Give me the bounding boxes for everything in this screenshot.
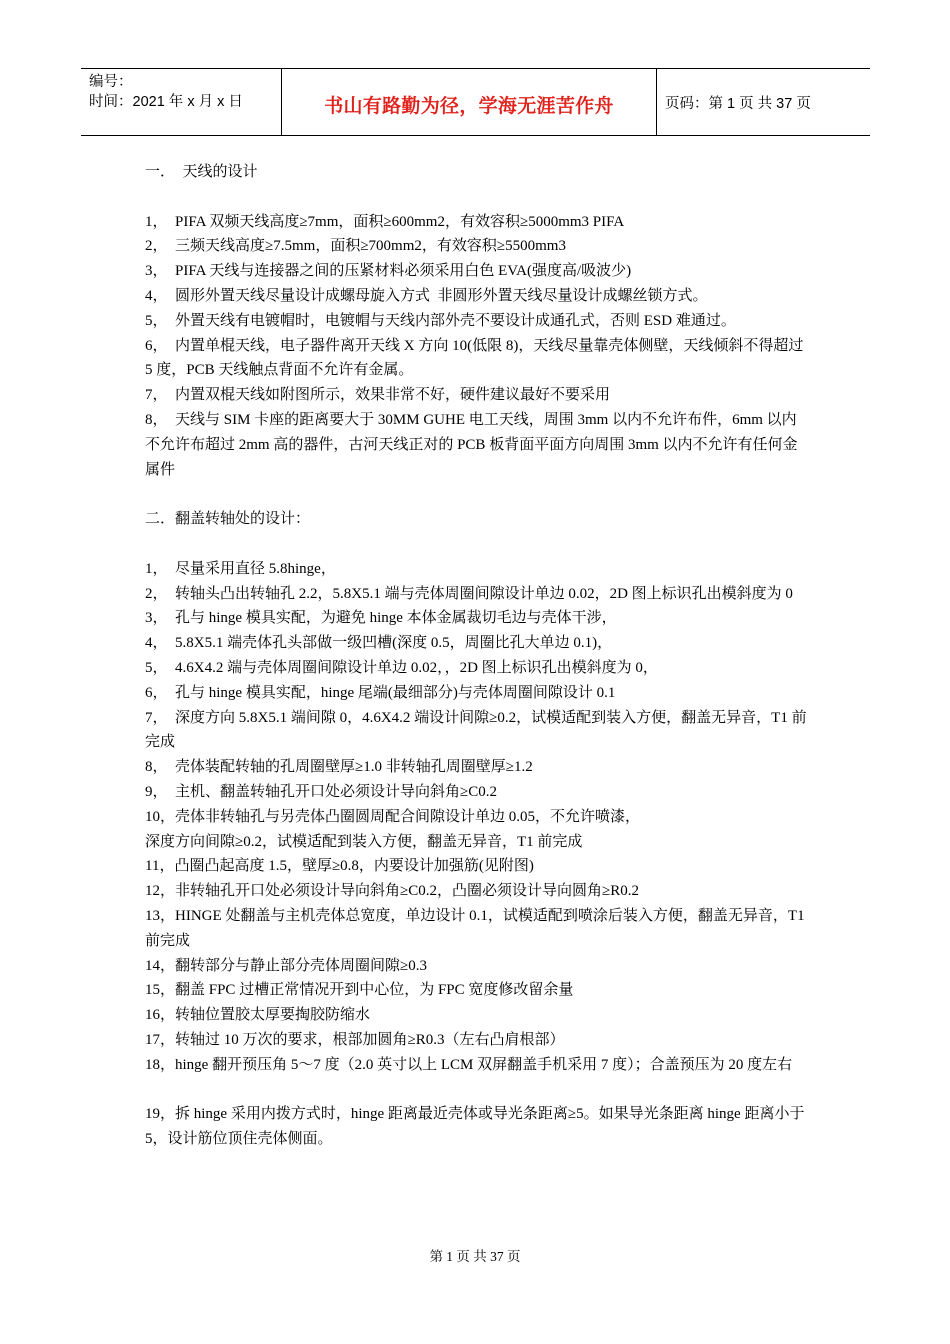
spacer	[145, 1077, 807, 1102]
list-item: 11，凸圈凸起高度 1.5，壁厚≥0.8，内要设计加强筋(见附图)	[145, 858, 534, 875]
header-meta-cell	[81, 69, 281, 135]
list-item-19: 19，拆 hinge 采用内拨方式时，hinge 距离最近壳体或导光条距离≥5。如果导光条距离 hinge 距离小于 5，设计筋位顶住壳体侧面。	[145, 1106, 809, 1148]
list-item: 4， 5.8X5.1 端壳体孔头部做一级凹槽(深度 0.5，周圈比孔大单边 0.1)，	[145, 635, 613, 652]
list-item: 15，翻盖 FPC 过槽正常情况开到中心位，为 FPC 宽度修改留余量	[145, 982, 574, 999]
section-1-title: 一． 天线的设计	[145, 164, 258, 180]
list-item: 12，非转轴孔开口处必须设计导向斜角≥C0.2，凸圈必须设计导向圆角≥R0.2	[145, 883, 639, 900]
spacer	[145, 185, 807, 210]
list-item: 1， 尽量采用直径 5.8hinge，	[145, 560, 336, 577]
list-item: 深度方向间隙≥0.2，试模适配到装入方便，翻盖无异音，T1 前完成	[145, 833, 583, 850]
list-item: 2， 三频天线高度≥7.5mm，面积≥700mm2，有效容积≥5500mm3	[145, 238, 566, 255]
list-item: 7， 深度方向 5.8X5.1 端间隙 0，4.6X4.2 端设计间隙≥0.2，试模适配到装入方便，翻盖无异音，T1 前完成	[145, 709, 807, 751]
list-item: 10，壳体非转轴孔与另壳体凸圈圆周配合间隙设计单边 0.05，不允许喷漆，	[145, 808, 641, 825]
header-motto: 书山有路勤为径，学海无涯苦作舟	[324, 94, 614, 117]
list-item: 6， 孔与 hinge 模具实配，hinge 尾端(最细部分)与壳体周圈间隙设计 0.1	[145, 684, 616, 701]
list-item: 13，HINGE 处翻盖与主机壳体总宽度，单边设计 0.1，试模适配到喷涂后装入方便，翻盖无异音，T1 前完成	[145, 907, 809, 949]
page-footer	[0, 1245, 950, 1265]
footer-page-number: 第 1 页 共 37 页	[429, 1249, 521, 1264]
list-item: 1， PIFA 双频天线高度≥7mm，面积≥600mm2，有效容积≥5000mm3 PIFA	[145, 213, 625, 230]
document-number-label: 编号：	[89, 74, 133, 90]
list-item: 3， 孔与 hinge 模具实配，为避免 hinge 本体金属裁切毛边与壳体干涉，	[145, 610, 617, 627]
list-item: 17，转轴过 10 万次的要求，根部加圆角≥R0.3（左右凸肩根部）	[145, 1031, 565, 1048]
list-item: 7， 内置双棍天线如附图所示，效果非常不好，硬件建议最好不要采用	[145, 387, 611, 404]
spacer	[145, 532, 807, 557]
section-2-title: 二．翻盖转轴处的设计：	[145, 511, 311, 528]
header-page-number: 页码：第 1 页 共 37 页	[665, 95, 811, 112]
list-item: 16，转轴位置胶太厚要掏胶防缩水	[145, 1007, 371, 1024]
list-item: 2， 转轴头凸出转轴孔 2.2，5.8X5.1 端与壳体周圈间隙设计单边 0.02，2D 图上标识孔出模斜度为 0	[145, 585, 793, 602]
header-motto-cell	[281, 69, 657, 135]
list-item: 14，翻转部分与静止部分壳体周圈间隙≥0.3	[145, 957, 427, 974]
list-item: 6， 内置单棍天线，电子器件离开天线 X 方向 10(低限 8)，天线尽量靠壳体侧壁，天线倾斜不得超过 5 度，PCB 天线触点背面不允许有金属。	[145, 337, 808, 379]
section-1-list	[145, 210, 807, 483]
list-item: 9， 主机、翻盖转轴孔开口处必须设计导向斜角≥C0.2	[145, 783, 497, 800]
list-item: 8， 壳体装配转轴的孔周圈壁厚≥1.0 非转轴孔周圈壁厚≥1.2	[145, 759, 533, 776]
section-2-list	[145, 557, 807, 1078]
list-item: 8， 天线与 SIM 卡座的距离要大于 30MM GUHE 电工天线，周围 3mm 以内不允许布件，6mm 以内不允许布超过 2mm 高的器件，古河天线正对的 PCB 板背面平面方向周围 3mm 以内不允许有任何金属件	[145, 411, 798, 478]
document-time-label: 时间：2021 年 x 月 x 日	[89, 94, 243, 110]
list-item: 5， 4.6X4.2 端与壳体周圈间隙设计单边 0.02，，2D 图上标识孔出模斜度为 0，	[145, 659, 658, 676]
page-header	[81, 68, 870, 136]
document-body	[145, 160, 807, 1152]
list-item: 18，hinge 翻开预压角 5～7 度（2.0 英寸以上 LCM 双屏翻盖手机采用 7 度）；合盖预压为 20 度左右	[145, 1056, 793, 1073]
list-item: 4， 圆形外置天线尽量设计成螺母旋入方式 非圆形外置天线尽量设计成螺丝锁方式。	[145, 287, 708, 304]
spacer	[145, 482, 807, 507]
header-page-cell	[657, 69, 870, 135]
list-item: 3， PIFA 天线与连接器之间的压紧材料必须采用白色 EVA(强度高/吸波少)	[145, 263, 632, 280]
list-item: 5， 外置天线有电镀帽时，电镀帽与天线内部外壳不要设计成通孔式，否则 ESD 难通过。	[145, 312, 736, 329]
